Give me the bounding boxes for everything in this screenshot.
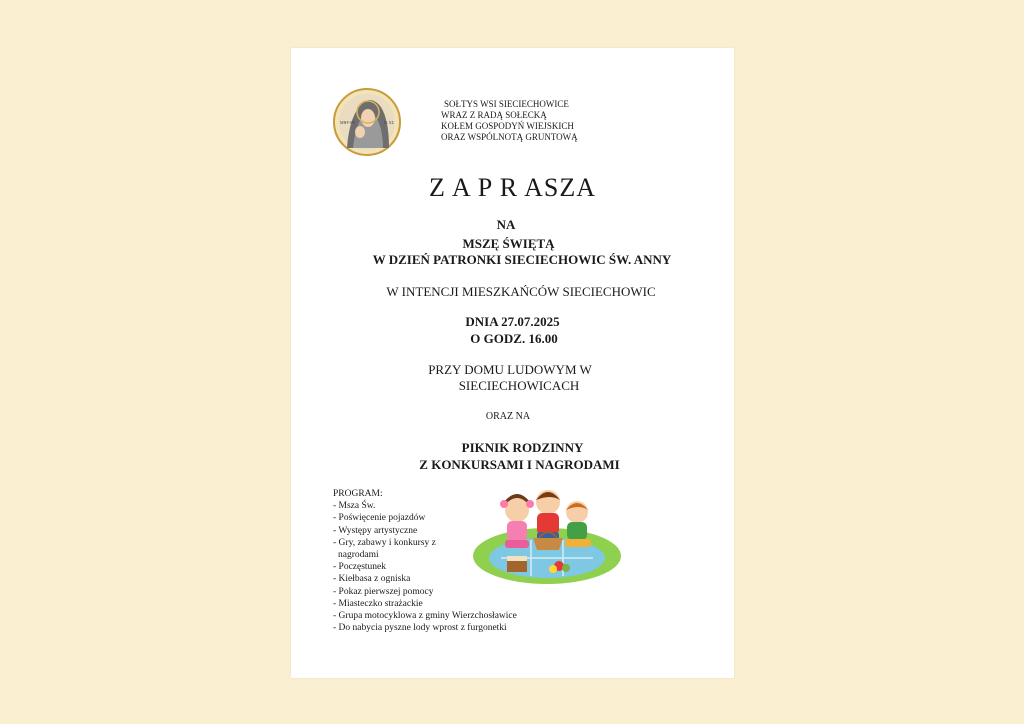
icon-logo [333,88,401,156]
logo-caption-right: ΙΣ ΧΣ [384,120,394,125]
program-item: - Pokaz pierwszej pomocy [333,586,434,597]
text-patron-day: W DZIEŃ PATRONKI SIECIECHOWIC ŚW. ANNY [372,252,672,267]
program-item: - Miasteczko strażackie [333,598,423,609]
organizer-line: WRAZ Z RADĄ SOŁECKĄ [441,110,547,120]
program-item: - Poświęcenie pojazdów [333,513,426,524]
organizer-line: KOŁEM GOSPODYŃ WIEJSKICH [441,121,574,131]
program-item: - Poczęstunek [333,562,387,573]
text-time: O GODZ. 16.00 [470,331,558,346]
program-item: - Występy artystyczne [333,525,418,536]
program-heading: PROGRAM: [333,489,383,499]
text-date: DNIA 27.07.2025 [465,314,560,329]
text-msze: MSZĘ ŚWIĘTĄ [462,236,555,251]
picnic-illustration [471,476,623,588]
text-na: NA [496,217,516,232]
organizers-block [441,99,578,143]
document-page [291,48,734,678]
picnic-kids-icon [471,476,623,588]
program-item: - Msza Św. [333,501,376,512]
page-title: Z A P R ASZA [428,173,597,202]
text-picnic: PIKNIK RODZINNY [461,440,584,455]
text-location-line1: PRZY DOMU LUDOWYM W [428,362,592,377]
logo-caption-left: ΜΗΡ ΘΥ [340,120,356,125]
text-location-line2: SIECIECHOWICACH [458,378,580,393]
text-intention: W INTENCJI MIESZKAŃCÓW SIECIECHOWIC [386,284,656,299]
program-item: - Grupa motocyklowa z gminy Wierzchosławice [333,611,517,622]
text-contests: Z KONKURSAMI I NAGRODAMI [419,457,620,472]
program-item: - Kiełbasa z ogniska [333,574,411,585]
program-item: - Gry, zabawy i konkursy z [333,537,436,548]
organizer-line: SOŁTYS WSI SIECIECHOWICE [444,99,569,109]
text-oraz: ORAZ NA [485,411,531,422]
organizer-line: ORAZ WSPÓLNOTĄ GRUNTOWĄ [441,132,578,142]
saint-icon [333,88,401,156]
program-item: - Do nabycia pyszne lody wprost z furgonetki [333,623,507,634]
program-item-continuation: nagrodami [338,550,379,561]
